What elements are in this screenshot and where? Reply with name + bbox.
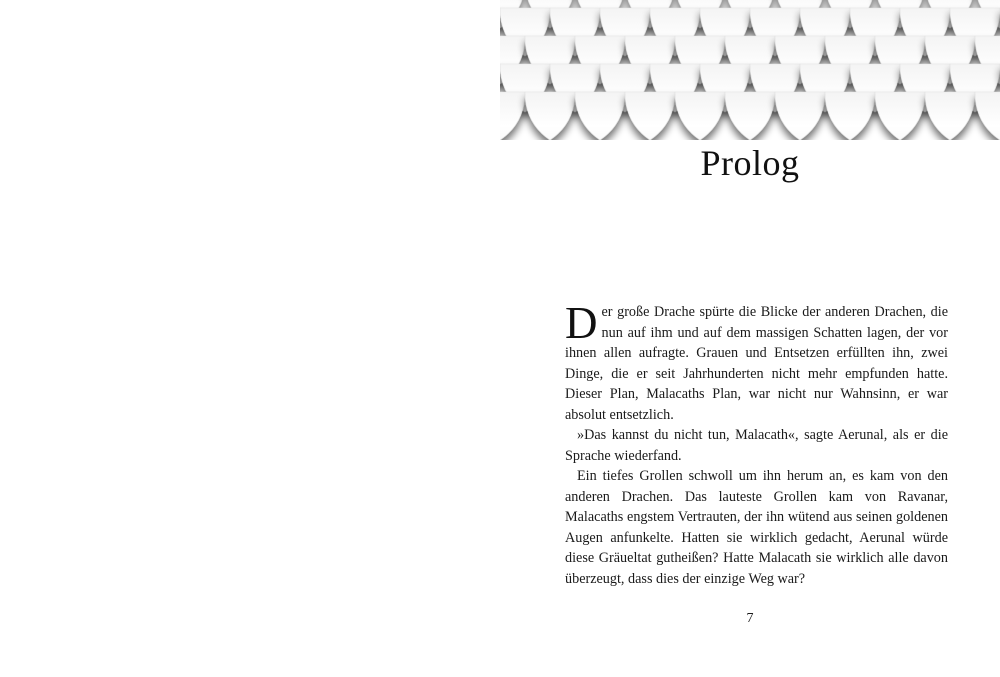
scale-tile: [975, 92, 1000, 140]
scale-tile: [825, 92, 875, 140]
scale-tile: [575, 92, 625, 140]
paragraph-1: [565, 298, 948, 425]
scale-tile: [725, 92, 775, 140]
chapter-title: Prolog: [700, 143, 800, 183]
scale-tile: [525, 92, 575, 140]
dragon-scale-header-image: [500, 0, 1000, 140]
scale-tile: [875, 92, 925, 140]
page-number: 7: [746, 611, 754, 626]
paragraph-1-text: er große Drache spürte die Blicke der anderen Drachen, die nun auf ihm und auf dem massigen Schatten lagen, der vor ihnen allen aufragte. Grauen und Entsetzen erfüllten ihn, zwei Dinge, die er seit Jahrhunderten nicht mehr empfunden hatte. Dieser Plan, Malacaths Plan, war nicht nur Wahnsinn, er war absolut entsetzlich.: [565, 304, 948, 423]
paragraph-3: Ein tiefes Grollen schwoll um ihn herum an, es kam von den anderen Drachen. Das lauteste Grollen kam von Ravanar, Malacaths engstem Vertrauten, der ihn wütend aus seinen goldenen Augen anfunkelte. Hatten sie wirklich gedacht, Aerunal würde diese Gräueltat gutheißen? Hatte Malacath sie wirklich alle davon überzeugt, dass dies der einzige Weg war?: [565, 468, 948, 587]
drop-cap-letter: D: [565, 298, 598, 348]
scale-tile: [675, 92, 725, 140]
scale-tile: [775, 92, 825, 140]
scale-tile: [625, 92, 675, 140]
right-page: [500, 0, 1000, 677]
chapter-body-text: [565, 298, 948, 589]
scale-tile: [500, 92, 525, 140]
paragraph-2: »Das kannst du nicht tun, Malacath«, sagte Aerunal, als er die Sprache wiederfand.: [565, 427, 948, 464]
scale-tile: [925, 92, 975, 140]
